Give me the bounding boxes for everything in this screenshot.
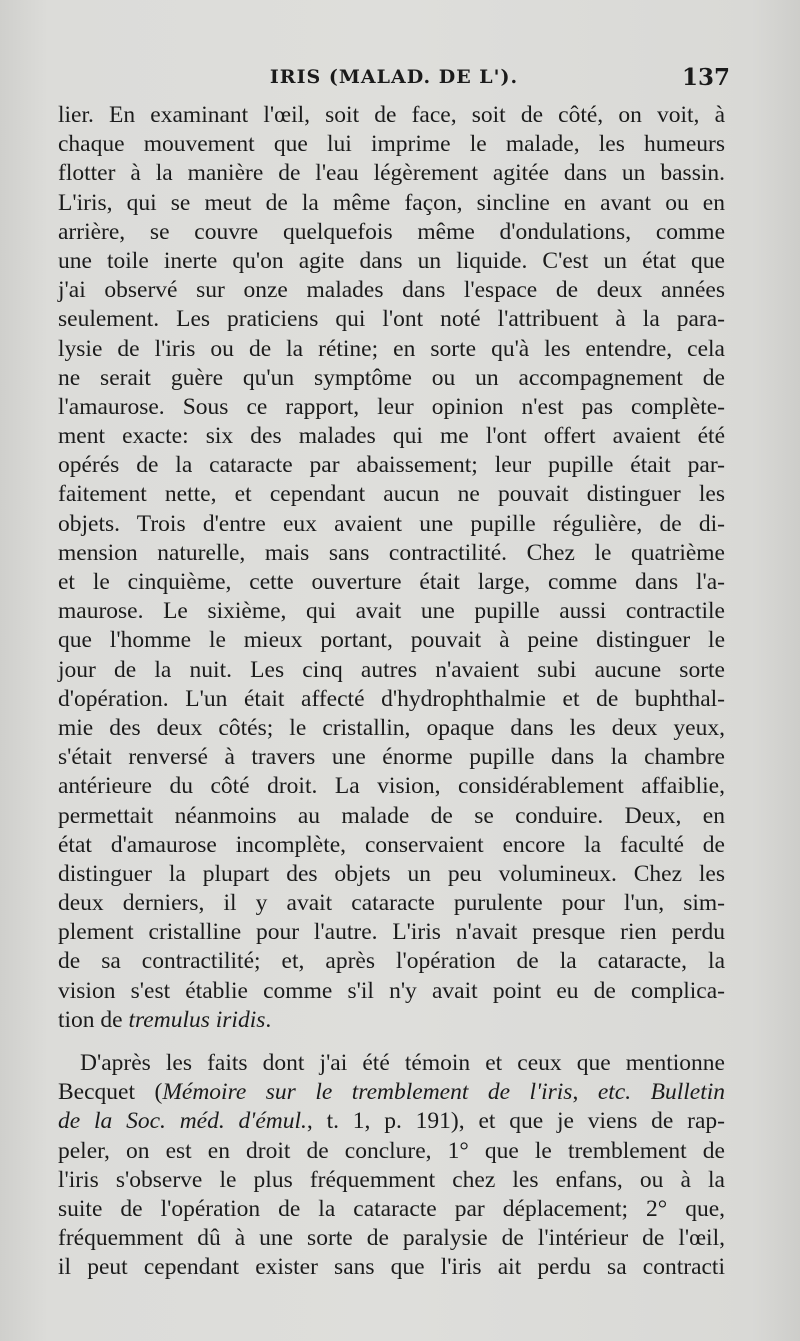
text-line: d'opération. L'un était affecté d'hydrophthalmie et de buphthal- (58, 685, 725, 712)
text-line: maurose. Le sixième, qui avait une pupille aussi contractile (58, 598, 725, 625)
text-line: objets. Trois d'entre eux avaient une pupille régulière, de di- (58, 510, 725, 537)
text-line: L'iris, qui se meut de la même façon, sincline en avant ou en (58, 189, 725, 216)
text-line: vision s'est établie comme s'il n'y avait point eu de complica- (58, 977, 725, 1004)
text-line: D'après les faits dont j'ai été témoin et ceux que mentionne (80, 1050, 725, 1076)
text-run: . (265, 1006, 272, 1033)
text-line: il peut cependant exister sans que l'iris ait perdu sa contracti (58, 1254, 725, 1281)
italic-term: tremulus iridis (128, 1006, 266, 1033)
paragraph-gap (58, 1035, 725, 1049)
text-line: l'amaurose. Sous ce rapport, leur opinion n'est pas complète- (58, 393, 725, 420)
text-line: peler, on est en droit de conclure, 1° que le tremblement de (58, 1137, 725, 1164)
text-run: , t. 1, p. 191), et que je viens de rap- (306, 1108, 725, 1135)
text-line (58, 1006, 725, 1035)
text-line (58, 1078, 725, 1107)
text-line: flotter à la manière de l'eau légèrement agitée dans un bassin. (58, 160, 725, 187)
text-line: s'était renversé à travers une énorme pupille dans la chambre (58, 744, 725, 771)
text-line: ne serait guère qu'un symptôme ou un accompagnement de (58, 364, 725, 391)
running-head: IRIS (MALAD. DE L'). (269, 66, 519, 88)
text-line: lier. En examinant l'œil, soit de face, soit de côté, on voit, à (58, 102, 725, 128)
paragraph-1 (58, 101, 725, 1035)
text-line: une toile inerte qu'on agite dans un liquide. C'est un état que (58, 247, 725, 274)
text-line: jour de la nuit. Les cinq autres n'avaient subi aucune sorte (58, 656, 725, 683)
text-line: antérieure du côté droit. La vision, considérablement affaiblie, (58, 773, 725, 800)
text-line: plement cristalline pour l'autre. L'iris n'avait presque rien perdu (58, 919, 725, 946)
text-run: tion de (58, 1006, 129, 1033)
text-run: , (572, 1079, 598, 1106)
text-line: distinguer la plupart des objets un peu volumineux. Chez les (58, 860, 725, 887)
citation-title: Mémoire sur le tremblement de l'iris (162, 1079, 573, 1106)
text-line: suite de l'opération de la cataracte par déplacement; 2° que, (58, 1195, 725, 1222)
page-number: 137 (681, 64, 730, 91)
text-line: deux derniers, il y avait cataracte purulente pour l'un, sim- (58, 890, 725, 917)
text-line: lysie de l'iris ou de la rétine; en sorte qu'à les entendre, cela (58, 335, 725, 362)
text-line (58, 1107, 725, 1136)
text-line: de sa contractilité; et, après l'opération de la cataracte, la (58, 948, 725, 975)
text-line: et le cinquième, cette ouverture était large, comme dans l'a- (58, 569, 725, 595)
text-line: l'iris s'observe le plus fréquemment chez les enfans, ou à la (58, 1166, 725, 1193)
text-line: mension naturelle, mais sans contractilité. Chez le quatrième (58, 539, 725, 566)
text-run: Becquet ( (58, 1079, 163, 1106)
text-line: arrière, se couvre quelquefois même d'ondulations, comme (58, 218, 725, 245)
text-line: que l'homme le mieux portant, pouvait à peine distinguer le (58, 627, 725, 654)
text-line: chaque mouvement que lui imprime le malade, les humeurs (58, 131, 725, 158)
citation-journal: de la Soc. méd. d'émul. (58, 1108, 307, 1135)
text-line: j'ai observé sur onze malades dans l'espace de deux années (58, 277, 725, 304)
paragraph-2 (58, 1049, 725, 1283)
text-line: seulement. Les praticiens qui l'ont noté l'attribuent à la para- (58, 306, 725, 333)
text-line: permettait néanmoins au malade de se conduire. Deux, en (58, 802, 725, 829)
page-header (58, 66, 730, 102)
text-line: opérés de la cataracte par abaissement; leur pupille était par- (58, 452, 725, 479)
text-line: ment exacte: six des malades qui me l'ont offert avaient été (58, 423, 725, 450)
text-line: mie des deux côtés; le cristallin, opaque dans les deux yeux, (58, 714, 725, 741)
citation-journal: etc. Bulletin (597, 1079, 726, 1106)
text-line: état d'amaurose incomplète, conservaient encore la faculté de (58, 831, 725, 858)
text-line: fréquemment dû à une sorte de paralysie de l'intérieur de l'œil, (58, 1225, 725, 1252)
text-line: faitement nette, et cependant aucun ne pouvait distinguer les (58, 481, 725, 508)
body-text (58, 101, 725, 1283)
